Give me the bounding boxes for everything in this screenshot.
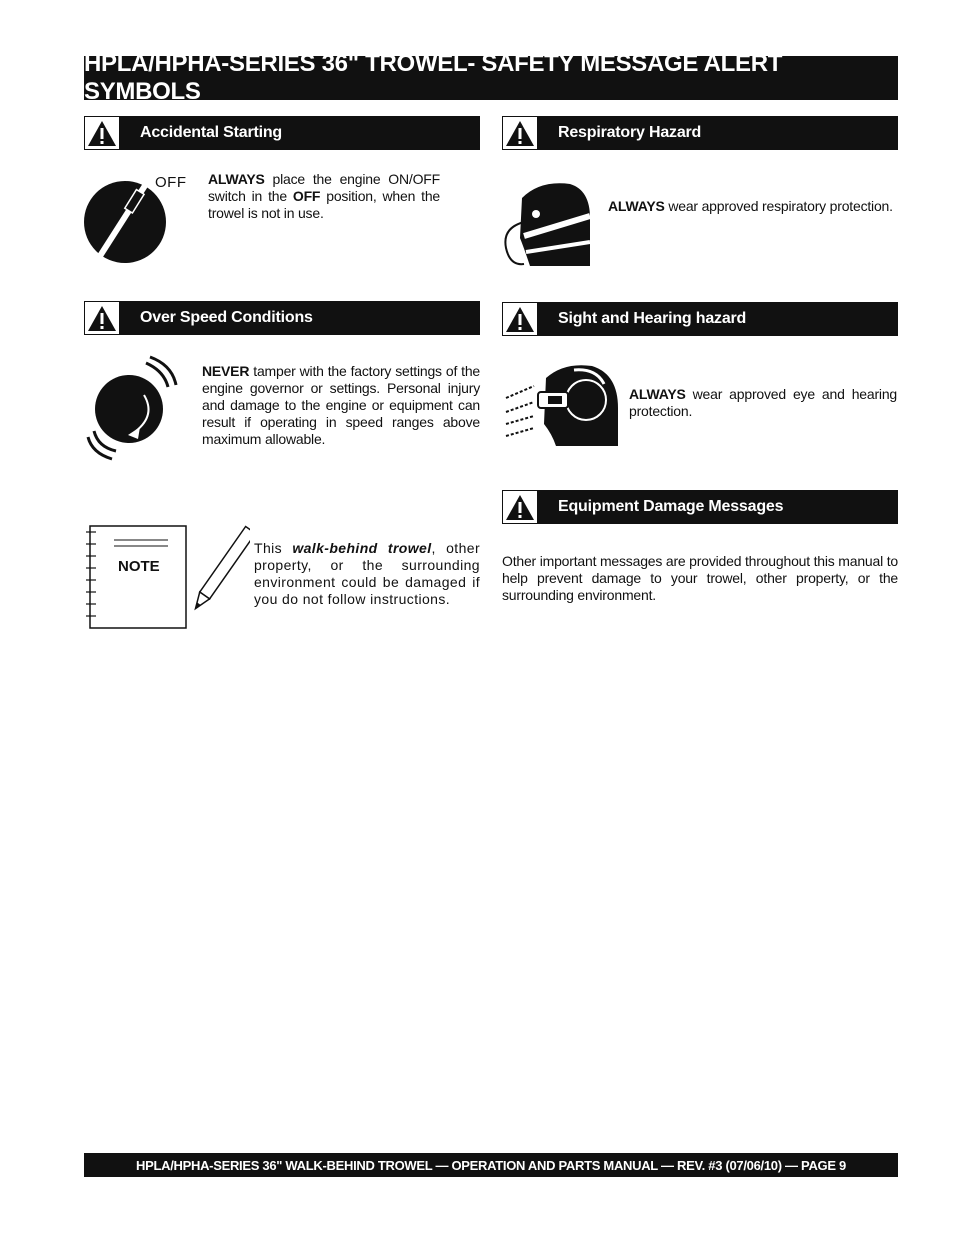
warning-triangle-icon <box>84 301 120 335</box>
warning-triangle-icon <box>84 116 120 150</box>
over-speed-icon <box>84 355 184 463</box>
header-equipment-damage <box>502 490 898 524</box>
warning-triangle-icon <box>502 490 538 524</box>
header-sight-hearing <box>502 302 898 336</box>
eye-ear-protection-icon <box>500 364 620 448</box>
note-label: NOTE <box>118 558 160 575</box>
respirator-icon <box>500 178 592 270</box>
header-label: Equipment Damage Messages <box>558 498 784 515</box>
header-label: Sight and Hearing hazard <box>558 310 747 327</box>
off-switch-icon <box>84 172 194 264</box>
respiratory-text: ALWAYS wear approved respiratory protection. <box>608 198 893 214</box>
sight-hearing-text: ALWAYS wear approved eye and hearing protection. <box>629 386 897 419</box>
header-accidental-starting <box>84 116 480 150</box>
off-label: OFF <box>155 174 187 191</box>
equipment-damage-text: Other important messages are provided throughout this manual to help prevent damage to your trowel, other property, or the surrounding environment. <box>502 553 898 603</box>
note-notebook-icon <box>84 520 250 632</box>
over-speed-text: NEVER tamper with the factory settings of the engine governor or settings. Personal injury and damage to the engine or equipment can result if operating in speed ranges above maximum allowable. <box>202 363 480 447</box>
warning-triangle-icon <box>502 302 538 336</box>
header-label: Accidental Starting <box>140 124 283 141</box>
header-label: Over Speed Conditions <box>140 309 313 326</box>
accidental-starting-text: ALWAYS place the engine ON/OFF switch in the OFF position, when the trowel is not in use. <box>208 171 440 221</box>
header-label: Respiratory Hazard <box>558 124 702 141</box>
page-title: HPLA/HPHA-SERIES 36" TROWEL- SAFETY MESSAGE ALERT SYMBOLS <box>84 56 898 100</box>
header-respiratory-hazard <box>502 116 898 150</box>
header-over-speed <box>84 301 480 335</box>
warning-triangle-icon <box>502 116 538 150</box>
page-footer: HPLA/HPHA-SERIES 36" WALK-BEHIND TROWEL — OPERATION AND PARTS MANUAL — REV. #3 (07/06/10) — PAGE 9 <box>84 1153 898 1177</box>
note-text: This walk-behind trowel, other property, or the surrounding environment could be damaged if you do not follow instructions. <box>254 540 480 607</box>
